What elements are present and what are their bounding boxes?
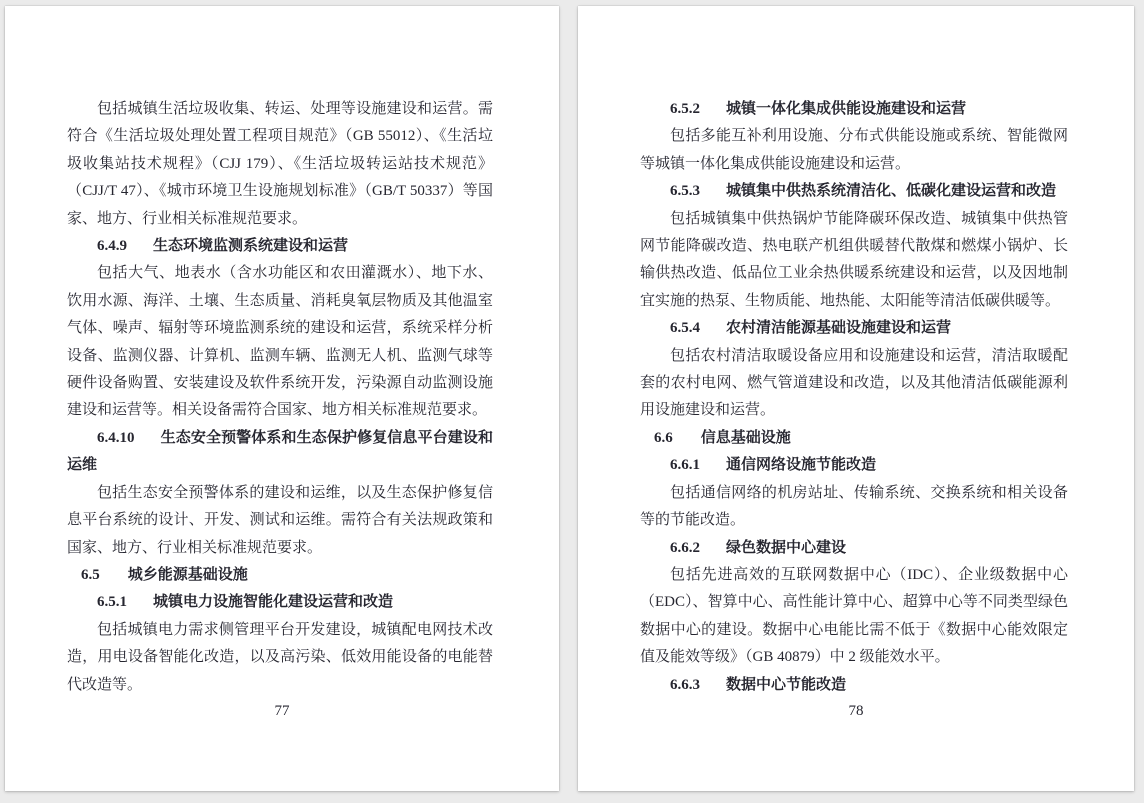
page-78-body [640,96,1068,699]
page-78 [578,6,1134,791]
section-number: 6.4.10 [97,429,135,446]
paragraph: 包括城镇电力需求侧管理平台开发建设，城镇配电网技术改造，用电设备智能化改造，以及高污染、低效用能设备的电能替代改造等。 [67,621,493,693]
paragraph: 包括生态安全预警体系的建设和运维，以及生态保护修复信息平台系统的设计、开发、测试和运维。需符合有关法规政策和国家、地方、行业相关标准规范要求。 [67,484,493,556]
section-title: 信息基础设施 [700,429,791,446]
paragraph: 包括城镇集中供热锅炉节能降碳环保改造、城镇集中供热管网节能降碳改造、热电联产机组供暖替代散煤和燃煤小锅炉、长输供热改造、低品位工业余热供暖系统建设和运营，以及因地制宜实施的热泵、生物质能、地热能、太阳能等清洁低碳供暖等。 [640,210,1068,309]
section-number: 6.6.2 [670,539,700,556]
section-number: 6.6.3 [670,676,700,693]
page-77 [5,6,559,791]
section-number: 6.5.3 [670,183,700,200]
section-heading [640,535,1068,562]
section-title: 生态安全预警体系和生态保护修复信息平台建设和运维 [67,429,493,474]
page-number: 77 [274,703,290,719]
section-heading [640,178,1068,205]
section-number: 6.5.4 [670,320,700,337]
section-number: 6.5 [81,566,100,583]
section-heading [640,425,1068,452]
section-title: 通信网络设施节能改造 [726,457,877,474]
section-title: 农村清洁能源基础设施建设和运营 [726,320,952,337]
section-title: 城镇电力设施智能化建设运营和改造 [153,594,394,611]
page-number: 78 [848,703,864,719]
paragraph: 包括多能互补利用设施、分布式供能设施或系统、智能微网等城镇一体化集成供能设施建设和运营。 [640,128,1068,172]
section-heading [640,96,1068,123]
section-number: 6.4.9 [97,238,127,255]
section-title: 城镇集中供热系统清洁化、低碳化建设运营和改造 [726,183,1057,200]
section-number: 6.6.1 [670,457,700,474]
section-heading [640,672,1068,699]
paragraph: 包括农村清洁取暖设备应用和设施建设和运营，清洁取暖配套的农村电网、燃气管道建设和改造，以及其他清洁低碳能源利用设施建设和运营。 [640,347,1068,419]
paragraph: 包括大气、地表水（含水功能区和农田灌溉水）、地下水、饮用水源、海洋、土壤、生态质量、消耗臭氧层物质及其他温室气体、噪声、辐射等环境监测系统的建设和运营，系统采样分析设备、监测仪器、计算机、监测车辆、监测无人机、监测气球等硬件设备购置、安装建设及软件系统开发，污染源自动监测设施建设和运营等。相关设备需符合国家、地方相关标准规范要求。 [67,265,493,419]
section-title: 城镇一体化集成供能设施建设和运营 [726,101,967,117]
paragraph: 包括先进高效的互联网数据中心（IDC）、企业级数据中心（EDC）、智算中心、高性能计算中心、超算中心等不同类型绿色数据中心的建设。数据中心电能比需不低于《数据中心能效限定值及能效等级》（GB 40879）中 2 级能效水平。 [640,566,1068,666]
section-title: 城乡能源基础设施 [127,566,248,583]
section-number: 6.5.2 [670,101,700,117]
paragraph: 包括通信网络的机房站址、传输系统、交换系统和相关设备等的节能改造。 [640,484,1068,529]
section-heading [67,233,493,260]
section-heading [67,425,493,480]
section-heading [640,315,1068,342]
section-heading [67,562,493,589]
paragraph: 包括城镇生活垃圾收集、转运、处理等设施建设和运营。需符合《生活垃圾处理处置工程项目规范》（GB 55012）、《生活垃圾收集站技术规程》（CJJ 179）、《生活垃圾转运站技术规范》（CJJ/T 47）、《城市环境卫生设施规划标准》（GB/T 50337）等国家、地方、行业相关标准规范要求。 [67,101,493,227]
page-77-body [67,96,493,699]
section-number: 6.6 [654,429,673,446]
section-heading [640,452,1068,479]
section-heading [67,589,493,616]
section-title: 数据中心节能改造 [726,676,847,693]
section-title: 绿色数据中心建设 [726,539,847,556]
section-title: 生态环境监测系统建设和运营 [153,238,349,255]
section-number: 6.5.1 [97,594,127,611]
